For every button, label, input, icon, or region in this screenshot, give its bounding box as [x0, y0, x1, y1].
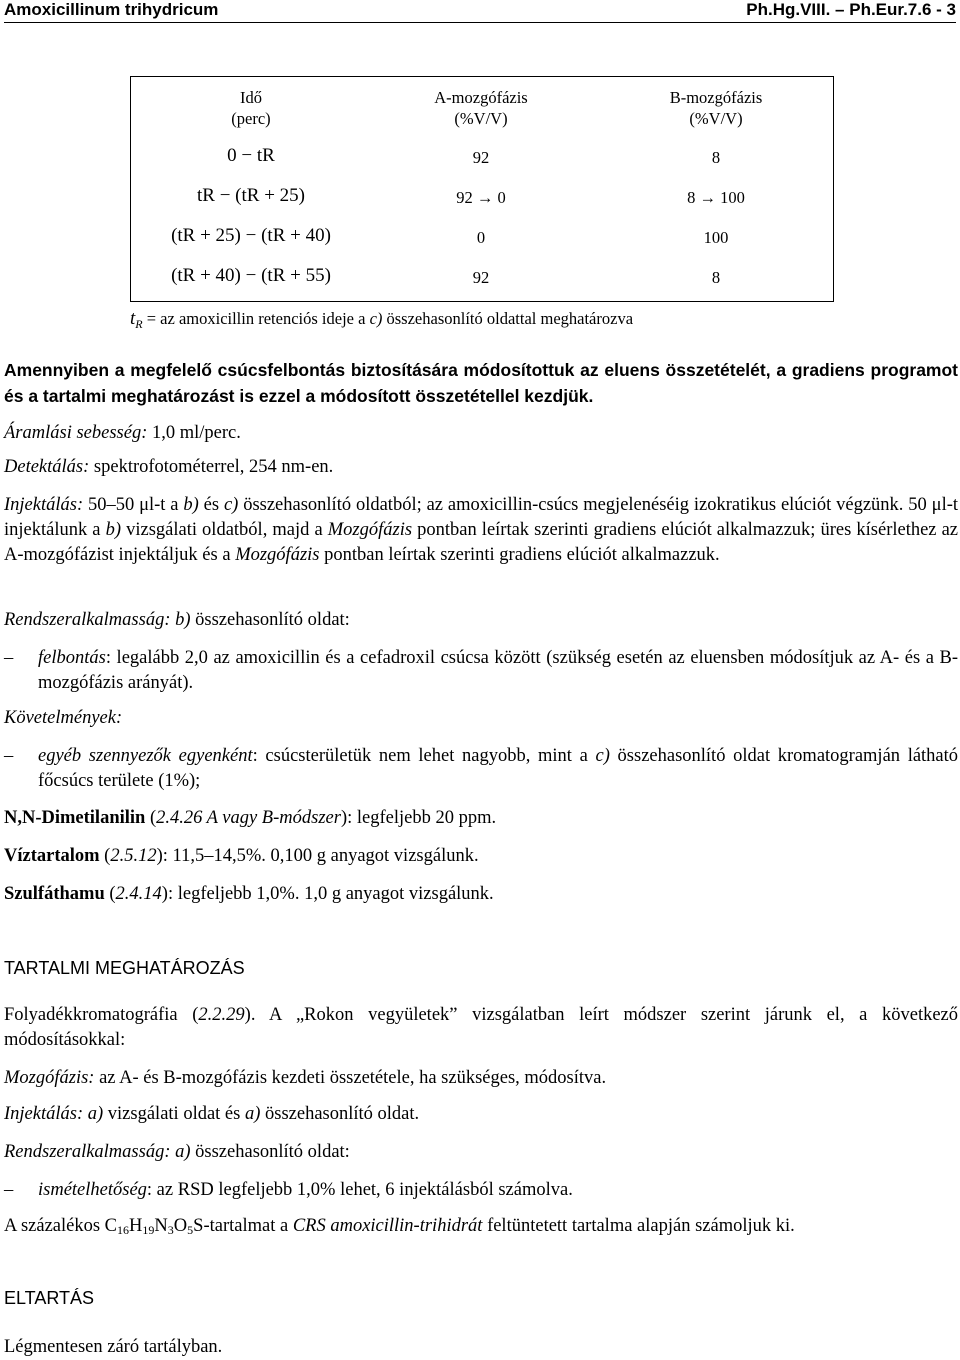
lc-ref: 2.2.29: [198, 1005, 245, 1025]
mobile-phase-text: az A- és B-mozgófázis kezdeti összetétele, ha szükséges, módosítva.: [99, 1068, 607, 1088]
table-row-4-a: 92: [472, 268, 490, 287]
suitability-a-label: Rendszeralkalmasság:: [4, 1142, 171, 1162]
dash-bullet: –: [4, 746, 14, 766]
legend-ref: c): [369, 309, 383, 328]
water-content-name: Víztartalom: [4, 846, 100, 866]
table-row-4-time: (tR + 40) − (tR + 55): [171, 265, 331, 286]
injection-paragraph: [4, 493, 958, 567]
detection-value: spektrofotométerrel, 254 nm-en.: [93, 457, 334, 477]
table-row-1-b: 8: [711, 148, 721, 167]
column-header-mobile-b: [641, 87, 791, 129]
table-row-1-a: 92: [472, 148, 490, 167]
lc-text-1: Folyadékkromatográfia (: [4, 1005, 199, 1025]
detection-line: [4, 455, 958, 480]
dimethylaniline-method: A vagy B-módszer: [202, 808, 341, 828]
injection-ref-3: b): [105, 519, 122, 540]
column-header-time: [191, 87, 311, 129]
injection-a-label: Injektálás:: [4, 1104, 84, 1124]
bold-note-paragraph: Amennyiben a megfelelő csúcsfelbontás biztosítására módosítottuk az eluens összetételét, a gradiens programot és a tartalmi meghatározást is ezzel a módosított összetétellel kezdjük.: [4, 360, 958, 406]
crs-reference: CRS amoxicillin-trihidrát: [292, 1216, 483, 1236]
page-header: [4, 0, 956, 23]
column-header-time-line1: Idő: [240, 88, 262, 107]
legend-text-1: = az amoxicillin retenciós ideje a: [146, 309, 366, 328]
dash-bullet: –: [4, 648, 14, 668]
formula-sub-n: 3: [167, 1223, 174, 1237]
table-row-3-b: 100: [703, 228, 729, 247]
column-header-a-line1: A-mozgófázis: [434, 88, 528, 107]
water-limit: ): 11,5–14,5%. 0,100 g anyagot vizsgálunk.: [156, 846, 479, 866]
injection-ref-5: Mozgófázis: [235, 544, 320, 565]
column-header-b-line1: B-mozgófázis: [669, 88, 763, 107]
legend-text-2: összehasonlító oldattal meghatározva: [386, 309, 634, 328]
repeatability-label: ismételhetőség: [38, 1180, 147, 1200]
content-calculation-line: [4, 1214, 958, 1243]
table-legend: [130, 308, 633, 332]
table-row-2-b: 8 → 100: [687, 188, 745, 207]
lc-text-2: ). A „Rokon vegyületek” vizsgálatban leírt módszer szerint járunk el, a következő módosításokkal:: [4, 1005, 959, 1050]
injection-a-line: [4, 1102, 958, 1127]
impurities-ref: c): [595, 746, 610, 766]
mobile-phase-label: Mozgófázis:: [4, 1068, 95, 1088]
injection-ref-1: b): [183, 495, 199, 515]
dimethylaniline-name: N,N-Dimetilanilin: [4, 808, 146, 828]
injection-ref-4: Mozgófázis: [327, 519, 413, 540]
injection-text-1: 50–50 μl-t a: [87, 495, 179, 515]
water-ref: 2.5.12: [110, 846, 157, 866]
sulfated-ash-name: Szulfáthamu: [4, 884, 105, 904]
injection-text-3: összehasonlító oldatból; az amoxicillin-csúcs megjelenéséig izokratikus elúciót végzünk. 50 μl-t injektálunk a: [4, 495, 959, 540]
ash-paren: (: [104, 884, 116, 904]
impurities-text-2: összehasonlító oldat kromatogramján látható főcsúcs területe (1%);: [38, 746, 959, 791]
gradient-table: [130, 76, 834, 302]
formula-sub-o: 5: [187, 1223, 194, 1237]
dimethylaniline-paren: (: [145, 808, 157, 828]
resolution-item: [4, 646, 958, 696]
resolution-body: [38, 646, 958, 696]
table-row-1-time: 0 − tR: [227, 145, 275, 166]
legend-symbol-sub: R: [135, 317, 143, 331]
flow-rate-label: Áramlási sebesség:: [4, 423, 148, 443]
column-header-b-line2: (%V/V): [689, 109, 743, 128]
sulfated-ash-line: [4, 882, 958, 907]
water-paren: (: [99, 846, 111, 866]
water-content-line: [4, 844, 958, 869]
header-reference: Ph.Hg.VIII. – Ph.Eur.7.6 - 3: [746, 0, 956, 19]
injection-text-5: pontban leírtak szerinti gradiens elúciót alkalmazzuk; üres kísérlethez az A-mozgófázist injektáljuk és a: [4, 519, 959, 565]
column-header-a-line2: (%V/V): [454, 109, 508, 128]
column-header-time-line2: (perc): [231, 109, 271, 128]
requirements-heading: [4, 706, 958, 731]
formula-sub-c: 16: [117, 1223, 130, 1237]
suitability-b-ref: b): [175, 610, 191, 630]
suitability-b-text: összehasonlító oldat:: [195, 610, 350, 630]
column-header-mobile-a: [411, 87, 551, 129]
injection-label: Injektálás:: [4, 495, 84, 515]
injection-ref-2: c): [223, 495, 239, 515]
content-text-1: A százalékos C: [4, 1216, 118, 1236]
liquid-chromatography-paragraph: [4, 1003, 958, 1053]
content-text-end: feltüntetett tartalma alapján számoljuk ki.: [487, 1216, 795, 1236]
dimethylaniline-line: [4, 806, 958, 831]
ash-limit: ): legfeljebb 1,0%. 1,0 g anyagot vizsgálunk.: [161, 884, 494, 904]
content-text-n: N: [154, 1216, 168, 1236]
content-text-s: S-tartalmat a: [193, 1216, 289, 1236]
suitability-a-line: [4, 1140, 958, 1165]
legend-symbol-t: t: [130, 308, 136, 329]
table-row-4-b: 8: [711, 268, 721, 287]
dimethylaniline-ref: 2.4.26: [156, 808, 203, 828]
header-title: Amoxicillinum trihydricum: [4, 0, 219, 19]
table-row-3-time: (tR + 25) − (tR + 40): [171, 225, 331, 246]
impurities-text-1: : csúcsterületük nem lehet nagyobb, mint a: [252, 746, 588, 766]
suitability-b-line: [4, 608, 958, 633]
requirements-label: Követelmények:: [4, 708, 123, 728]
dash-bullet: –: [4, 1180, 14, 1200]
suitability-a-text: összehasonlító oldat:: [195, 1142, 350, 1162]
repeatability-text: : az RSD legfeljebb 1,0% lehet, 6 injektálásból számolva.: [146, 1180, 573, 1200]
resolution-text: : legalább 2,0 az amoxicillin és a cefadroxil csúcsa között (szükség esetén az eluensben módosítjuk az A- és a B-mozgófázis arányát).: [38, 648, 958, 693]
injection-text-6: pontban leírtak szerinti gradiens elúciót alkalmazzuk.: [324, 544, 720, 565]
resolution-label: felbontás: [38, 648, 106, 668]
table-row-2-a: 92 → 0: [456, 188, 506, 207]
injection-a-ref-1: a): [87, 1104, 104, 1124]
dimethylaniline-limit: ): legfeljebb 20 ppm.: [340, 808, 497, 828]
repeatability-item: [4, 1178, 958, 1203]
content-text-o: O: [173, 1216, 188, 1236]
table-row-3-a: 0: [476, 228, 486, 247]
impurities-label: egyéb szennyezők egyenként: [38, 746, 253, 766]
injection-a-text-2: összehasonlító oldat.: [265, 1104, 420, 1124]
detection-label: Detektálás:: [4, 457, 90, 477]
legend-symbol: [130, 308, 143, 329]
ash-ref: 2.4.14: [115, 884, 162, 904]
repeatability-body: [38, 1178, 958, 1203]
impurities-item: [4, 744, 958, 794]
suitability-b-label: Rendszeralkalmasság:: [4, 610, 171, 630]
table-row-2-time: tR − (tR + 25): [197, 185, 305, 206]
content-text-h: H: [129, 1216, 143, 1236]
injection-text-4: vizsgálati oldatból, majd a: [126, 519, 323, 540]
storage-heading: ELTARTÁS: [4, 1288, 95, 1308]
suitability-a-ref: a): [175, 1142, 191, 1162]
mobile-phase-line: [4, 1066, 958, 1091]
flow-rate-line: [4, 421, 958, 446]
formula-sub-h: 19: [142, 1223, 155, 1237]
impurities-body: [38, 744, 958, 794]
injection-a-text-1: vizsgálati oldat és: [107, 1104, 241, 1124]
injection-text-2: és: [203, 495, 220, 515]
injection-a-ref-2: a): [244, 1104, 261, 1124]
flow-rate-value: 1,0 ml/perc.: [151, 423, 241, 443]
storage-text: Légmentesen záró tartályban.: [4, 1337, 223, 1357]
assay-heading: TARTALMI MEGHATÁROZÁS: [4, 958, 245, 978]
